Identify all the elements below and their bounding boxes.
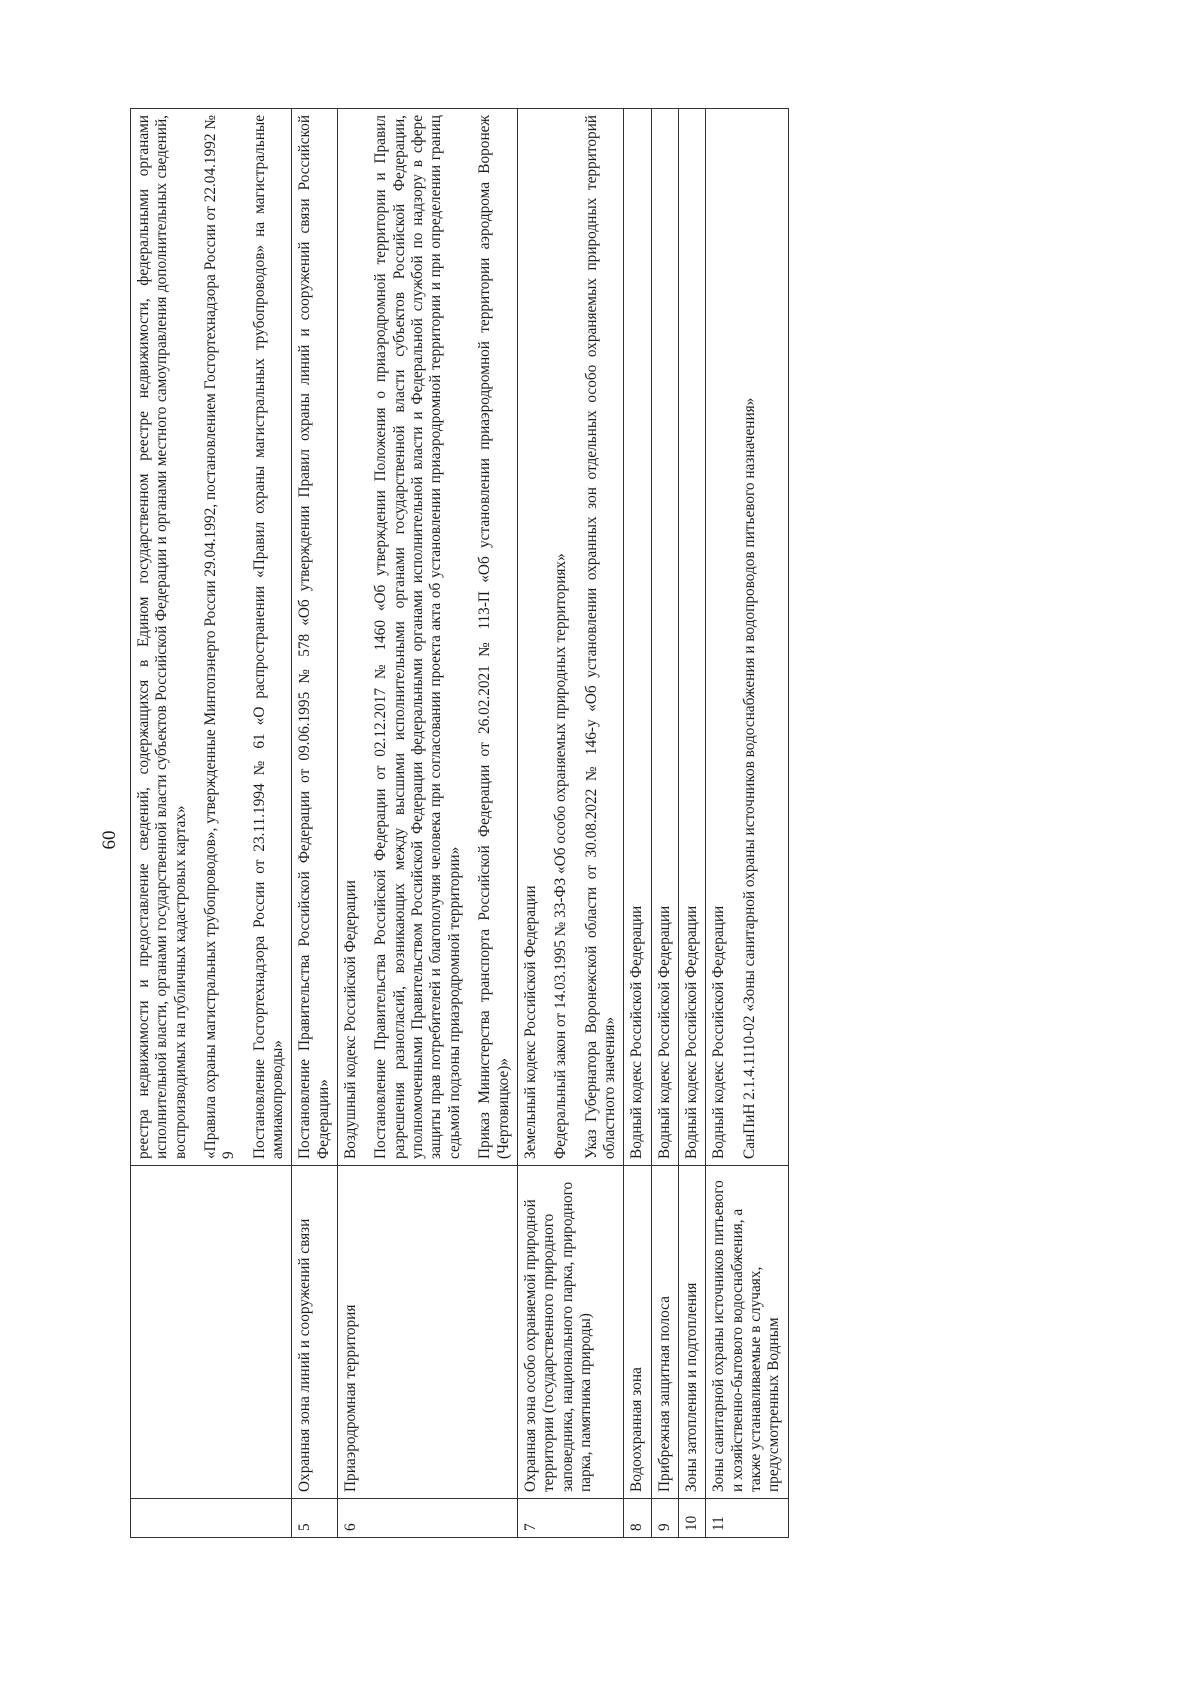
legal-docs bbox=[651, 109, 678, 1166]
row-number: 11 bbox=[706, 1499, 788, 1538]
legal-doc: Приказ Министерства транспорта Российской Федерации от 26.02.2021 № 113-П «Об установлении приаэродромной территории аэродрома Воронеж (Чертовицкое)» bbox=[476, 115, 512, 1159]
legal-docs bbox=[292, 109, 338, 1166]
table-row bbox=[678, 109, 705, 1538]
page-number: 60 bbox=[99, 830, 120, 850]
zone-name: Зоны затопления и подтопления bbox=[678, 1166, 705, 1499]
zones-table bbox=[130, 108, 789, 1538]
legal-doc: Воздушный кодекс Российской Федерации bbox=[342, 880, 360, 1159]
legal-doc: Земельный кодекс Российской Федерации bbox=[521, 885, 539, 1159]
legal-docs bbox=[678, 109, 705, 1166]
legal-doc: реестра недвижимости и предоставление сведений, содержащихся в Едином государственном реестре недвижимости, федеральными органами исполнительной власти, органами государственной власти субъектов Российской Федерации и органами местного самоуправления дополнительных сведений, воспроизводимых на публичных кадастровых картах» bbox=[135, 115, 189, 1159]
row-number: 9 bbox=[651, 1499, 678, 1538]
legal-doc: Постановление Госгортехнадзора России от 23.11.1994 № 61 «О распространении «Правил охраны магистральных трубопроводов» на магистральные аммиакопроводы» bbox=[250, 115, 287, 1159]
table-row bbox=[292, 109, 338, 1538]
table-row bbox=[651, 109, 678, 1538]
legal-doc: Водный кодекс Российской Федерации bbox=[682, 905, 700, 1159]
zone-name: Зоны санитарной охраны источников питьевого и хозяйственно-бытового водоснабжения, а также устанавливаемые в случаях, предусмотренных Водным bbox=[706, 1166, 788, 1499]
legal-doc: Водный кодекс Российской Федерации bbox=[710, 905, 728, 1159]
row-number: 7 bbox=[517, 1499, 623, 1538]
row-number: 10 bbox=[678, 1499, 705, 1538]
rotated-table-container bbox=[130, 108, 1085, 1538]
table-row bbox=[131, 109, 292, 1538]
legal-doc: СанПиН 2.1.4.1110-02 «Зоны санитарной охраны источников водоснабжения и водопроводов питьевого назначения» bbox=[740, 397, 758, 1159]
table-row bbox=[624, 109, 651, 1538]
legal-doc: Федеральный закон от 14.03.1995 № 33-ФЗ «Об особо охраняемых природных территориях» bbox=[552, 553, 570, 1159]
legal-docs bbox=[624, 109, 651, 1166]
zone-name: Охранная зона особо охраняемой природной территории (государственного природного заповедника, национального парка, природного парка, памятника природы) bbox=[517, 1166, 623, 1499]
zone-name: Охранная зона линий и сооружений связи bbox=[292, 1166, 338, 1499]
row-number: 6 bbox=[338, 1499, 518, 1538]
legal-docs bbox=[338, 109, 518, 1166]
legal-docs bbox=[517, 109, 623, 1166]
legal-doc: «Правила охраны магистральных трубопроводов», утвержденные Минтопэнерго России 29.04.1992, постановлением Госгортехнадзора России от 22.04.1992 № 9 bbox=[202, 115, 238, 1159]
legal-doc: Указ Губернатора Воронежской области от 30.08.2022 № 146-у «Об установлении охранных зон отдельных особо охраняемых природных территорий областного значения» bbox=[582, 115, 618, 1159]
row-number: 8 bbox=[624, 1499, 651, 1538]
table-row bbox=[338, 109, 518, 1538]
row-number bbox=[131, 1499, 292, 1538]
legal-doc: Водный кодекс Российской Федерации bbox=[655, 905, 673, 1159]
zone-name: Приаэродромная территория bbox=[338, 1166, 518, 1499]
table-row bbox=[706, 109, 788, 1538]
legal-doc: Постановление Правительства Российской Федерации от 02.12.2017 № 1460 «Об утверждении Положения о приаэродромной территории и Правил разрешения разногласий, возникающих между высшими исполнительными органами государственной власти субъектов Российской Федерации, уполномоченными Правительством Российской Федерации федеральными органами исполнительной власти и Федеральной службой по надзору в сфере защиты прав потребителей и благополучия человека при согласовании проекта акта об установлении приаэродромной территории и при определении границ седьмой подзоны приаэродромной территории» bbox=[372, 115, 463, 1159]
legal-docs bbox=[131, 109, 292, 1166]
legal-docs bbox=[706, 109, 788, 1166]
table-row bbox=[517, 109, 623, 1538]
zone-name: Водоохранная зона bbox=[624, 1166, 651, 1499]
legal-doc: Постановление Правительства Российской Федерации от 09.06.1995 № 578 «Об утверждении Правил охраны линий и сооружений связи Российской Федерации» bbox=[296, 115, 332, 1159]
row-number: 5 bbox=[292, 1499, 338, 1538]
zone-name: Прибрежная защитная полоса bbox=[651, 1166, 678, 1499]
zone-name bbox=[131, 1166, 292, 1499]
legal-doc: Водный кодекс Российской Федерации bbox=[628, 905, 646, 1159]
